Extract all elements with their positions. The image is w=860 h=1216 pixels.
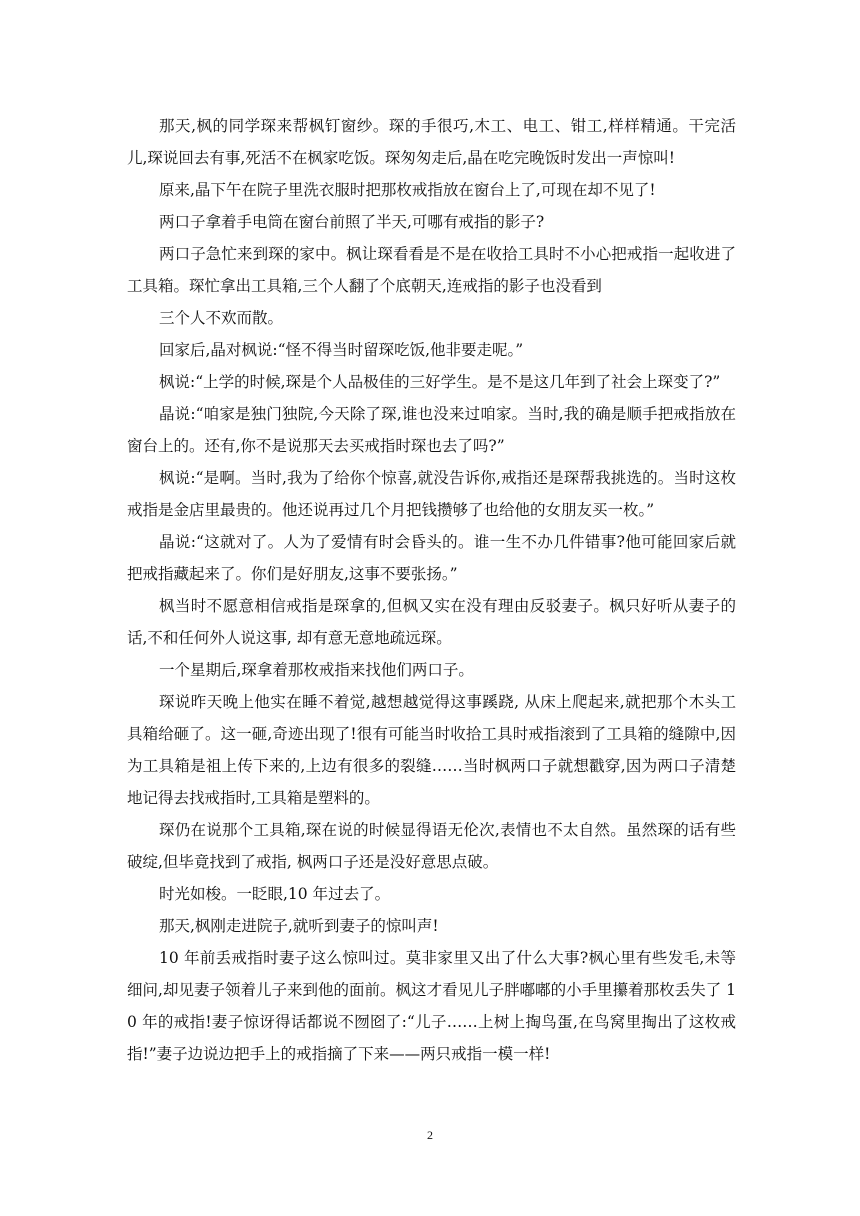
page-number: 2 (427, 1128, 433, 1142)
paragraph: 一个星期后,琛拿着那枚戒指来找他们两口子。 (159, 661, 474, 679)
paragraph: 枫说:“上学的时候,琛是个人品极佳的三好学生。是不是这几年到了社会上琛变了?” (159, 373, 721, 391)
paragraph: 三个人不欢而散。 (159, 309, 284, 327)
paragraph: 晶说:“这就对了。人为了爱情有时会昏头的。谁一生不办几件错事?他可能回家后就把戒指藏起来了。你们是好朋友,这事不要张扬。” (127, 533, 736, 583)
paragraph: 那天,枫刚走进院子,就听到妻子的惊叫声! (159, 917, 439, 935)
paragraph: 枫当时不愿意相信戒指是琛拿的,但枫又实在没有理由反驳妻子。枫只好听从妻子的话,不和任何外人说这事, 却有意无意地疏远琛。 (127, 597, 736, 647)
paragraph: 那天,枫的同学琛来帮枫钉窗纱。琛的手很巧,木工、电工、钳工,样样精通。干完活儿,琛说回去有事,死活不在枫家吃饭。琛匆匆走后,晶在吃完晚饭时发出一声惊叫! (127, 117, 736, 167)
paragraph: 10 年前丢戒指时妻子这么惊叫过。莫非家里又出了什么大事?枫心里有些发毛,未等细问,却见妻子领着儿子来到他的面前。枫这才看见儿子胖嘟嘟的小手里攥着那枚丢失了 10 年的戒指!妻子惊讶得话都说不囫囵了:“儿子……上树上掏鸟蛋,在鸟窝里掏出了这枚戒指!”妻子边说边把手上的戒指摘了下来——两只戒指一模一样! (127, 949, 736, 1063)
paragraph: 琛说昨天晚上他实在睡不着觉,越想越觉得这事蹊跷, 从床上爬起来,就把那个木头工具箱给砸了。这一砸,奇迹出现了!很有可能当时收拾工具时戒指滚到了工具箱的缝隙中,因为工具箱是祖上传下来的,上边有很多的裂缝……当时枫两口子就想戳穿,因为两口子清楚地记得去找戒指时,工具箱是塑料的。 (127, 693, 736, 807)
paragraph: 两口子急忙来到琛的家中。枫让琛看看是不是在收拾工具时不小心把戒指一起收进了工具箱。琛忙拿出工具箱,三个人翻了个底朝天,连戒指的影子也没看到 (127, 245, 736, 295)
paragraph: 时光如梭。一眨眼,10 年过去了。 (159, 885, 391, 903)
paragraph: 回家后,晶对枫说:“怪不得当时留琛吃饭,他非要走呢。” (159, 341, 524, 359)
story-body (127, 110, 736, 1070)
paragraph: 原来,晶下午在院子里洗衣服时把那枚戒指放在窗台上了,可现在却不见了! (159, 181, 656, 199)
paragraph: 琛仍在说那个工具箱,琛在说的时候显得语无伦次,表情也不太自然。虽然琛的话有些破绽,但毕竟找到了戒指, 枫两口子还是没好意思点破。 (127, 821, 736, 871)
paragraph: 枫说:“是啊。当时,我为了给你个惊喜,就没告诉你,戒指还是琛帮我挑选的。当时这枚戒指是金店里最贵的。他还说再过几个月把钱攒够了也给他的女朋友买一枚。” (127, 469, 736, 519)
paragraph: 晶说:“咱家是独门独院,今天除了琛,谁也没来过咱家。当时,我的确是顺手把戒指放在窗台上的。还有,你不是说那天去买戒指时琛也去了吗?” (127, 405, 736, 455)
paragraph: 两口子拿着手电筒在窗台前照了半天,可哪有戒指的影子? (159, 213, 545, 231)
